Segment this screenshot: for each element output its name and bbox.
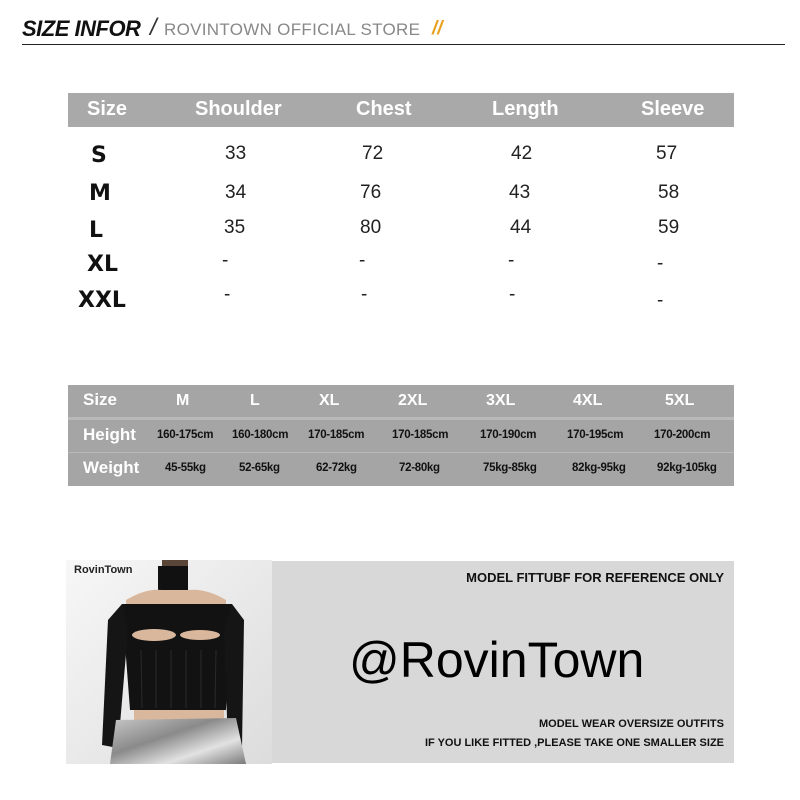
- height-range: 160-175cm: [157, 429, 214, 441]
- height-range: 170-185cm: [392, 429, 449, 441]
- chest-value: -: [361, 284, 368, 305]
- fit-size: M: [176, 392, 190, 409]
- fit-height-row: [68, 420, 734, 452]
- weight-range: 62-72kg: [316, 462, 357, 474]
- sleeve-value: 58: [658, 182, 680, 203]
- size-label: XXL: [78, 288, 126, 313]
- fit-size: L: [250, 392, 260, 409]
- weight-range: 75kg-85kg: [483, 462, 537, 474]
- chest-value: -: [359, 250, 366, 271]
- height-range: 160-180cm: [232, 429, 289, 441]
- fit-weight-row: [68, 453, 734, 486]
- weight-range: 45-55kg: [165, 462, 206, 474]
- weight-range: 92kg-105kg: [657, 462, 717, 474]
- fit-size: XL: [319, 392, 340, 409]
- fit-size: 4XL: [573, 392, 603, 409]
- header-size: Size: [87, 98, 128, 120]
- model-illustration: [66, 560, 272, 764]
- shoulder-value: 34: [225, 182, 247, 203]
- fit-size: 3XL: [486, 392, 516, 409]
- fitted-note: IF YOU LIKE FITTED ,PLEASE TAKE ONE SMALLER SIZE: [424, 737, 724, 749]
- chest-value: 80: [360, 217, 382, 238]
- title-separator: /: [150, 14, 157, 41]
- shoulder-value: 33: [225, 143, 247, 164]
- store-name: ROVINTOWN OFFICIAL STORE: [164, 20, 421, 39]
- shoulder-value: -: [224, 284, 231, 305]
- photo-brand-tag: RovinTown: [74, 564, 133, 576]
- reference-note: MODEL FITTUBF FOR REFERENCE ONLY: [466, 570, 724, 585]
- length-value: -: [508, 250, 515, 271]
- header-shoulder: Shoulder: [195, 98, 282, 120]
- length-value: 42: [511, 143, 533, 164]
- size-label: M: [89, 181, 111, 206]
- size-label: L: [89, 218, 104, 243]
- height-range: 170-190cm: [480, 429, 537, 441]
- weight-range: 52-65kg: [239, 462, 280, 474]
- sleeve-value: -: [657, 290, 664, 311]
- size-label: XL: [87, 252, 118, 277]
- model-photo: [66, 560, 272, 764]
- section-title: SIZE INFOR: [22, 16, 141, 41]
- height-range: 170-195cm: [567, 429, 624, 441]
- sleeve-value: 57: [656, 143, 678, 164]
- model-info-panel: [272, 561, 734, 763]
- header-sleeve: Sleeve: [641, 98, 705, 120]
- fit-height-label: Height: [83, 425, 136, 444]
- shoulder-value: -: [222, 250, 229, 271]
- section-header: [22, 14, 785, 45]
- fit-size-label: Size: [83, 390, 118, 409]
- header-chest: Chest: [356, 98, 412, 120]
- chest-value: 72: [362, 143, 384, 164]
- height-range: 170-185cm: [308, 429, 365, 441]
- length-value: -: [509, 284, 516, 305]
- sleeve-value: -: [657, 253, 664, 274]
- chest-value: 76: [360, 182, 382, 203]
- size-table-header: [68, 93, 734, 127]
- oversize-note: MODEL WEAR OVERSIZE OUTFITS: [539, 718, 724, 730]
- weight-range: 82kg-95kg: [572, 462, 626, 474]
- fit-size: 2XL: [398, 392, 428, 409]
- header-length: Length: [492, 98, 559, 120]
- length-value: 44: [510, 217, 532, 238]
- fit-weight-label: Weight: [83, 458, 140, 477]
- store-handle: @RovinTown: [349, 632, 645, 688]
- fit-table: [68, 385, 734, 486]
- shoulder-value: 35: [224, 217, 246, 238]
- height-range: 170-200cm: [654, 429, 711, 441]
- weight-range: 72-80kg: [399, 462, 440, 474]
- size-label: S: [91, 143, 107, 168]
- accent-mark: //: [432, 18, 443, 39]
- sleeve-value: 59: [658, 217, 680, 238]
- length-value: 43: [509, 182, 531, 203]
- fit-size-row: [68, 385, 734, 417]
- fit-size: 5XL: [665, 392, 695, 409]
